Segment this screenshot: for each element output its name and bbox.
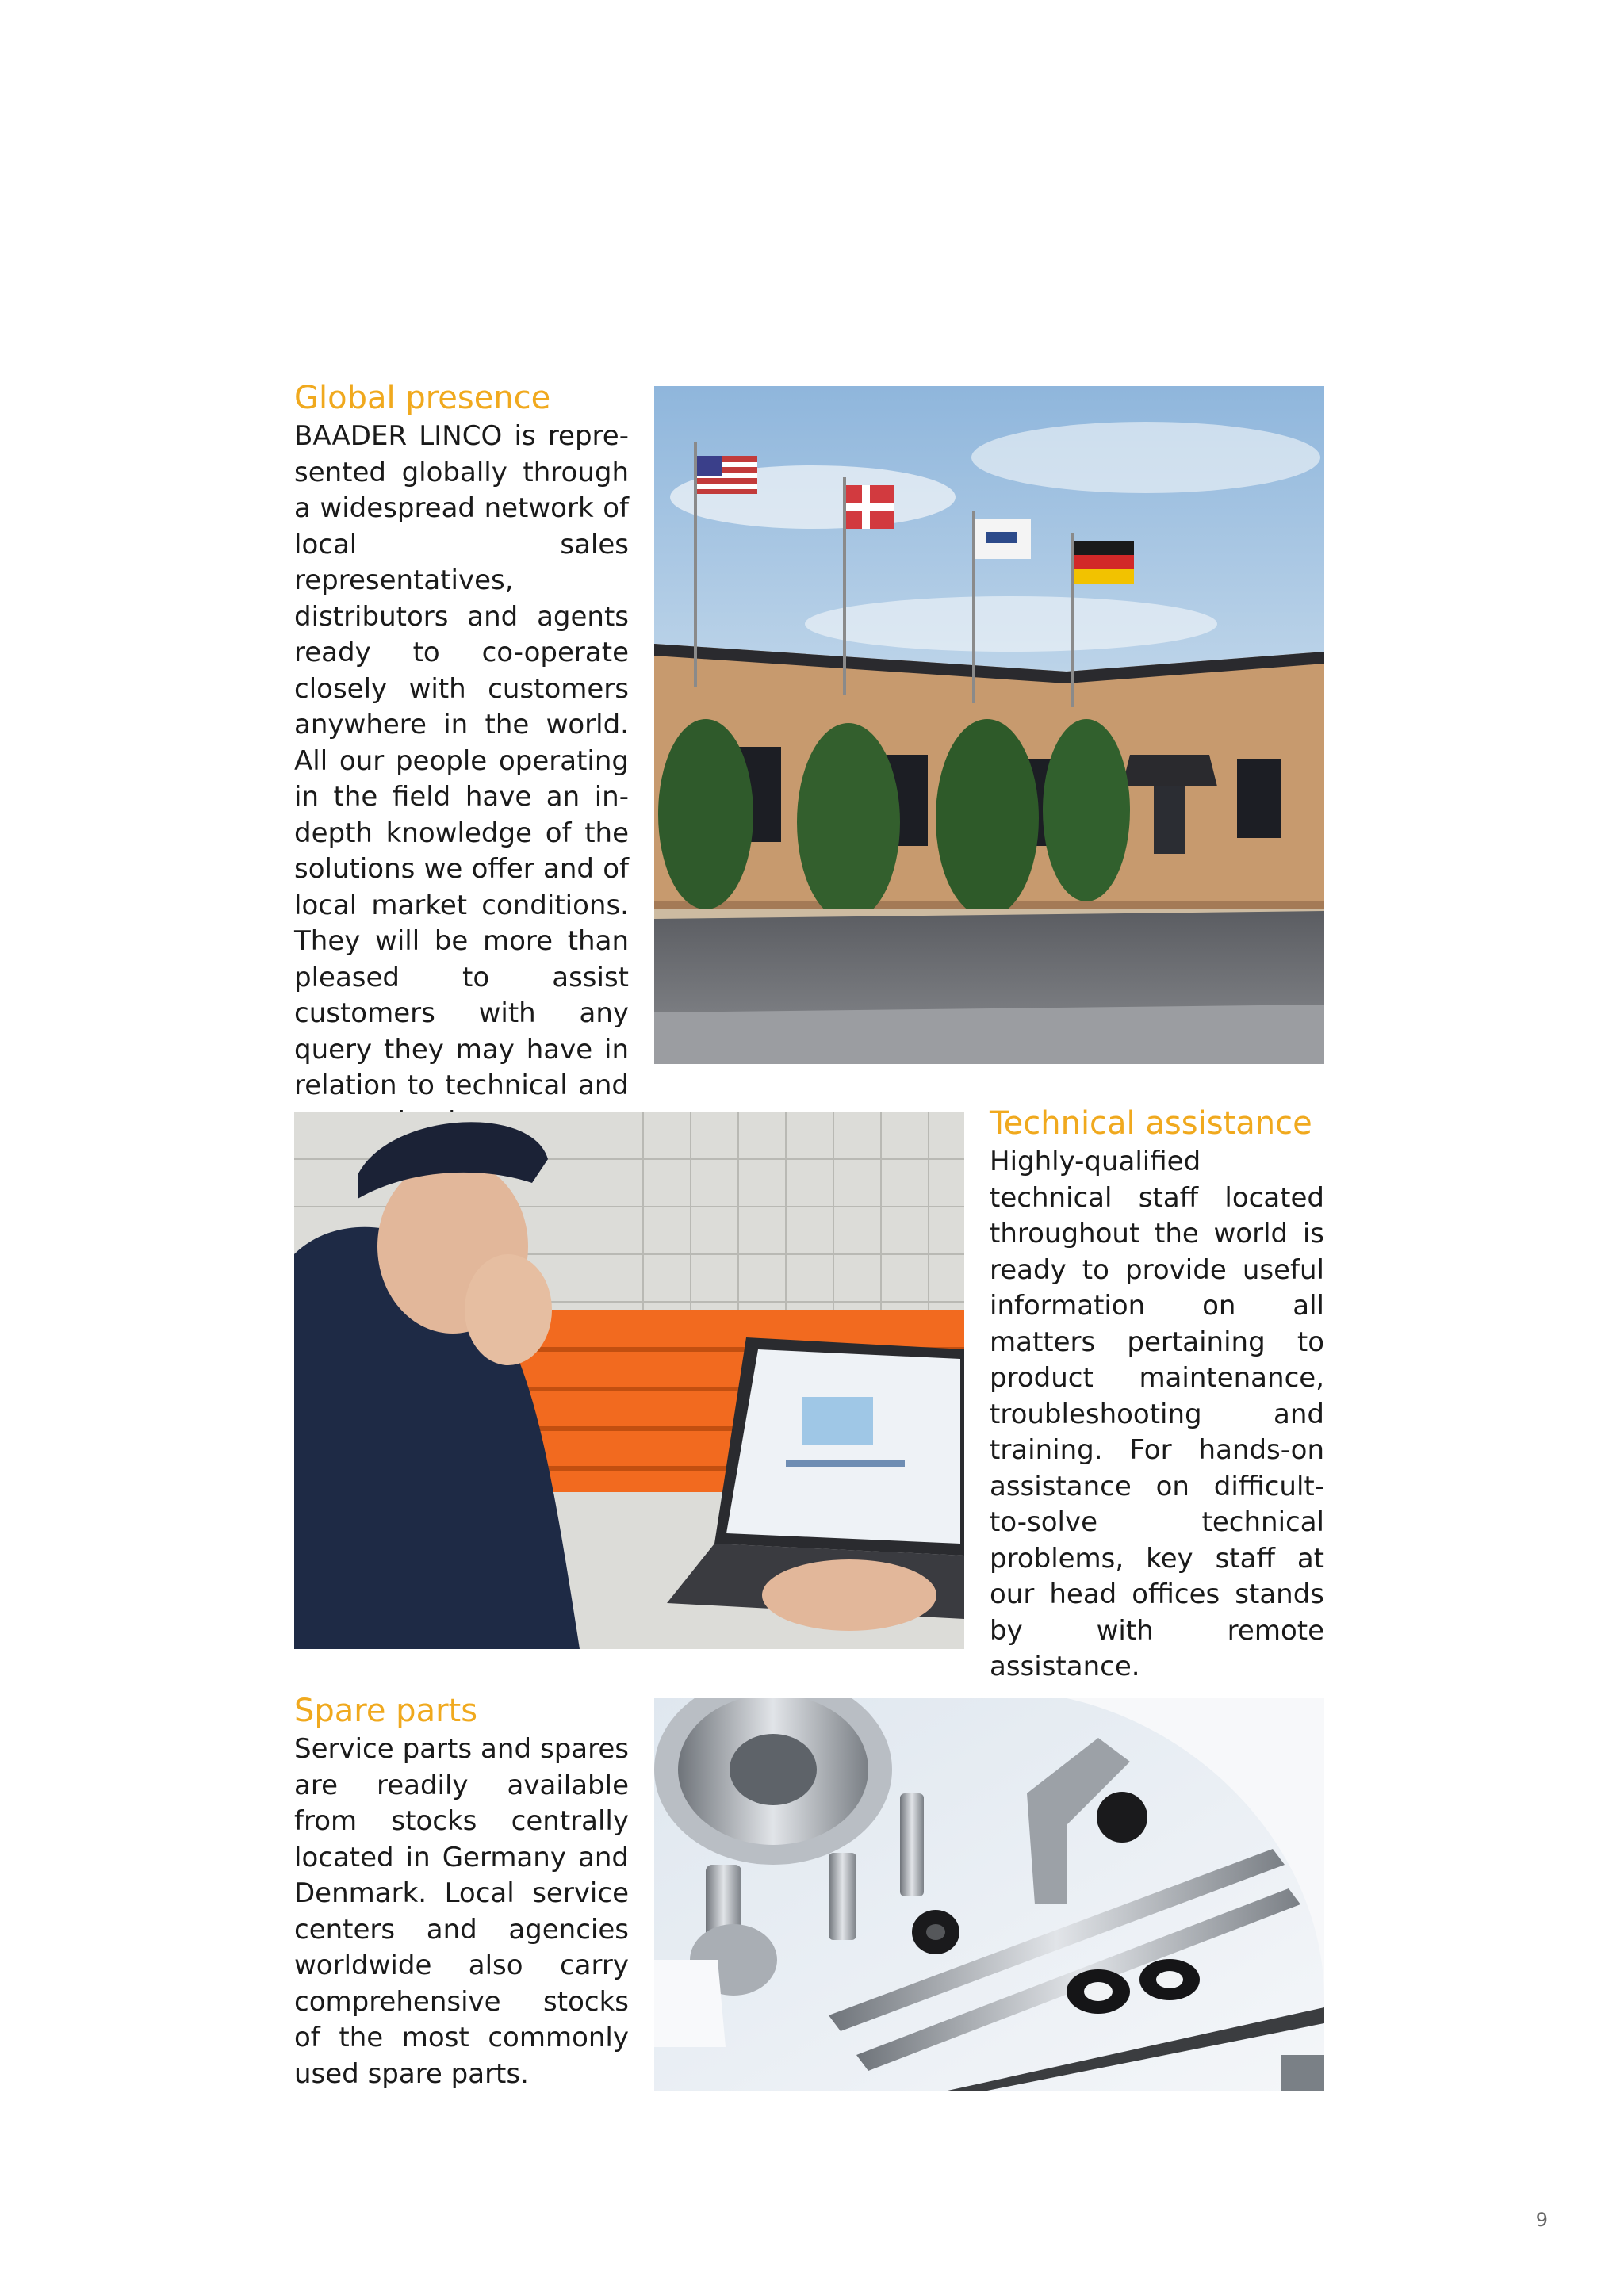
technical-assistance-text: Highly-qualified technical staff located throughout the world is ready to provide useful information on all matters pertaining to product maintenance, troubleshooting and training. For hands-on assistance on difficult-to-solve technical problems, key staff at our head offices stands by with remote assistance. bbox=[990, 1146, 1324, 1682]
global-presence-heading: Global presence bbox=[294, 380, 551, 416]
technical-assistance-section bbox=[990, 1104, 1324, 1686]
global-presence-text: BAADER LINCO is represented globally through a widespread network of local sales representatives, distributors and agents ready to co-operate closely with customers anywhere in the world. All our people operating in the field have an in-depth knowledge of the solutions we offer and of local market conditions. They will be more than pleased to assist customers with any query they may have in relation to technical and bbox=[294, 420, 629, 1101]
spare-parts-text: Service parts and spares are readily available from stocks centrally located in Germany and Denmark. Local service centers and agencies worldwide also carry comprehensive stocks of the most commonly used spare parts. bbox=[294, 1733, 629, 2090]
spare-parts-section bbox=[294, 1692, 629, 2092]
spare-parts-heading: Spare parts bbox=[294, 1693, 478, 1729]
page-number: 9 bbox=[1535, 2209, 1548, 2231]
technical-assistance-heading: Technical assistance bbox=[990, 1105, 1312, 1142]
spare-parts-photo bbox=[654, 1698, 1324, 2091]
office-building-photo bbox=[654, 386, 1324, 1064]
technician-laptop-photo bbox=[294, 1112, 964, 1649]
global-presence-section bbox=[294, 379, 629, 1140]
